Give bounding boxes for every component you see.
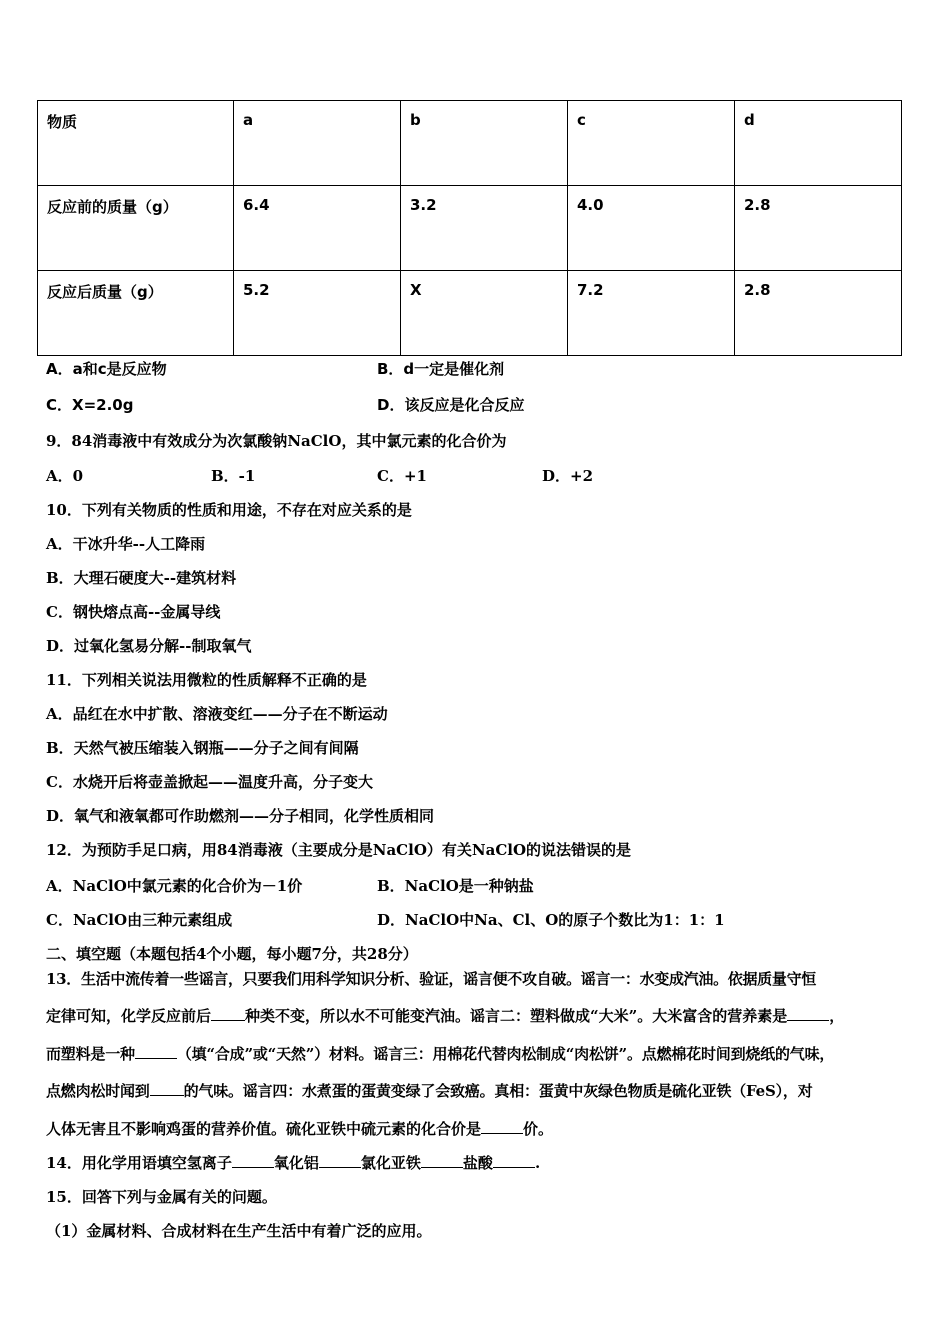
q13-text: 价。 (523, 1120, 554, 1138)
q9-option-a: A．0 (46, 467, 84, 485)
q10-option-d: D．过氧化氢易分解--制取氧气 (46, 637, 252, 655)
answer-blank[interactable] (493, 1153, 535, 1168)
answer-blank[interactable] (211, 1006, 245, 1021)
table-cell: a (234, 101, 401, 186)
q8-option-d: D．该反应是化合反应 (377, 396, 525, 414)
q13-text: 种类不变，所以水不可能变汽油。谣言二：塑料做成“大米”。大米富含的营养素是 (245, 1007, 788, 1025)
mass-data-table (37, 100, 902, 356)
table-cell: c (568, 101, 735, 186)
q11-option-d: D．氧气和液氧都可作助燃剂——分子相同，化学性质相同 (46, 807, 435, 825)
q11-option-b: B．天然气被压缩装入钢瓶——分子之间有间隔 (46, 739, 359, 757)
q10-option-a: A．干冰升华--人工降雨 (46, 535, 206, 553)
table-cell: d (735, 101, 902, 186)
q15-sub-1: （1）金属材料、合成材料在生产生活中有着广泛的应用。 (46, 1222, 432, 1240)
q13-text: （填“合成”或“天然”）材料。谣言三：用棉花代替肉松制成“肉松饼”。点燃棉花时间到烧纸的气味， (176, 1045, 835, 1063)
q8-option-b: B．d一定是催化剂 (377, 360, 505, 378)
q12-stem: 12．为预防手足口病，用84消毒液（主要成分是NaClO）有关NaClO的说法错误的是 (46, 841, 632, 859)
q14-text: 盐酸 (462, 1154, 493, 1172)
table-row (38, 271, 902, 356)
table-cell: 5.2 (234, 271, 401, 356)
table-cell: 3.2 (401, 186, 568, 271)
q13-line-3 (46, 1043, 834, 1064)
q14-text: 14．用化学用语填空氢离子 (46, 1154, 232, 1172)
table-cell: 7.2 (568, 271, 735, 356)
q12-option-b: B．NaClO是一种钠盐 (377, 877, 534, 895)
q13-text: 而塑料是一种 (46, 1045, 135, 1063)
q13-line-2 (46, 1005, 844, 1026)
q12-option-a: A．NaClO中氯元素的化合价为－1价 (46, 877, 303, 895)
q11-option-a: A．品红在水中扩散、溶液变红——分子在不断运动 (46, 705, 388, 723)
table-cell: 4.0 (568, 186, 735, 271)
q13-line-4 (46, 1080, 813, 1101)
table-cell: 2.8 (735, 186, 902, 271)
q14-text: . (534, 1154, 541, 1172)
q15-stem: 15．回答下列与金属有关的问题。 (46, 1188, 277, 1206)
answer-blank[interactable] (150, 1081, 184, 1096)
answer-blank[interactable] (135, 1044, 177, 1059)
q11-stem: 11．下列相关说法用微粒的性质解释不正确的是 (46, 671, 367, 689)
q14-text: 氯化亚铁 (360, 1154, 421, 1172)
q12-option-c: C．NaClO由三种元素组成 (46, 911, 233, 929)
table-cell: 2.8 (735, 271, 902, 356)
q12-option-d: D．NaClO中Na、Cl、O的原子个数比为1：1：1 (377, 911, 725, 929)
table-cell: 6.4 (234, 186, 401, 271)
q13-line-5 (46, 1118, 553, 1139)
q10-stem: 10．下列有关物质的性质和用途，不存在对应关系的是 (46, 501, 412, 519)
q13-line-1: 13．生活中流传着一些谣言，只要我们用科学知识分析、验证，谣言便不攻自破。谣言一：水变成汽油。依据质量守恒 (46, 970, 816, 988)
table-cell: X (401, 271, 568, 356)
q14-text: 氧化铝 (273, 1154, 319, 1172)
q9-option-d: D．+2 (542, 467, 594, 485)
answer-blank[interactable] (481, 1119, 523, 1134)
q11-option-c: C．水烧开后将壶盖掀起——温度升高，分子变大 (46, 773, 373, 791)
table-cell: 物质 (38, 101, 234, 186)
table-cell: 反应前的质量（g） (38, 186, 234, 271)
q10-option-c: C．钢快熔点高--金属导线 (46, 603, 221, 621)
q9-stem: 9．84消毒液中有效成分为次氯酸钠NaClO，其中氯元素的化合价为 (46, 432, 507, 450)
q8-option-c: C．X=2.0g (46, 396, 134, 414)
q9-option-b: B．-1 (211, 467, 256, 485)
q14-line (46, 1152, 540, 1173)
answer-blank[interactable] (319, 1153, 361, 1168)
table-cell: 反应后质量（g） (38, 271, 234, 356)
answer-blank[interactable] (232, 1153, 274, 1168)
q13-text: 定律可知，化学反应前后 (46, 1007, 212, 1025)
table-header-row (38, 101, 902, 186)
q9-option-c: C．+1 (377, 467, 427, 485)
q13-text: 点燃肉松时闻到 (46, 1082, 150, 1100)
q13-text: ， (829, 1007, 845, 1025)
table-cell: b (401, 101, 568, 186)
q10-option-b: B．大理石硬度大--建筑材料 (46, 569, 237, 587)
section-heading: 二、填空题（本题包括4个小题，每小题7分，共28分） (46, 945, 418, 963)
q8-option-a: A．a和c是反应物 (46, 360, 167, 378)
q13-text: 的气味。谣言四：水煮蛋的蛋黄变绿了会致癌。真相：蛋黄中灰绿色物质是硫化亚铁（FeS），对 (183, 1082, 813, 1100)
answer-blank[interactable] (787, 1006, 829, 1021)
table-row (38, 186, 902, 271)
q13-text: 人体无害且不影响鸡蛋的营养价值。硫化亚铁中硫元素的化合价是 (46, 1120, 482, 1138)
answer-blank[interactable] (421, 1153, 463, 1168)
